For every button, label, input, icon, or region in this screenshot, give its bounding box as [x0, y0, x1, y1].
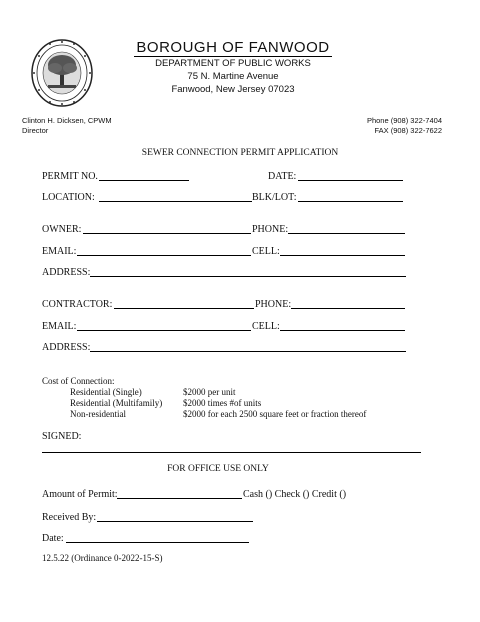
borough-name: BOROUGH OF FANWOOD [136, 39, 330, 56]
contractor-phone-field[interactable] [291, 308, 405, 309]
office-use-heading: FOR OFFICE USE ONLY [167, 464, 269, 474]
street-address: 75 N. Martine Avenue [187, 71, 279, 82]
cell-field[interactable] [280, 255, 405, 256]
amount-label: Amount of Permit: [42, 489, 118, 500]
amount-field[interactable] [117, 498, 242, 499]
address-label: ADDRESS: [42, 267, 91, 278]
phone-field[interactable] [288, 233, 405, 234]
signed-label: SIGNED: [42, 431, 82, 442]
owner-label: OWNER: [42, 224, 82, 235]
department-name: DEPARTMENT OF PUBLIC WORKS [155, 58, 311, 69]
director-title: Director [22, 126, 49, 135]
date-field[interactable] [298, 180, 403, 181]
office-date-label: Date: [42, 533, 64, 544]
office-date-field[interactable] [66, 542, 249, 543]
contractor-field[interactable] [114, 308, 254, 309]
city-address: Fanwood, New Jersey 07023 [171, 84, 295, 95]
email-field[interactable] [77, 255, 251, 256]
cost-type: Non-residential [70, 409, 126, 419]
received-by-label: Received By: [42, 512, 97, 523]
contractor-email-label: EMAIL: [42, 321, 77, 332]
phone-label: PHONE: [252, 224, 289, 235]
form-title: SEWER CONNECTION PERMIT APPLICATION [141, 148, 339, 158]
owner-field[interactable] [83, 233, 251, 234]
phone-number: Phone (908) 322-7404 [366, 116, 442, 125]
letterhead-divider [134, 56, 332, 57]
contractor-phone-label: PHONE: [255, 299, 292, 310]
date-label: DATE: [268, 171, 297, 182]
contractor-address-label: ADDRESS: [42, 342, 91, 353]
cost-heading: Cost of Connection: [42, 376, 115, 386]
contractor-cell-label: CELL: [252, 321, 280, 332]
contractor-address-field[interactable] [90, 351, 406, 352]
email-label: EMAIL: [42, 246, 77, 257]
ordinance-footer: 12.5.22 (Ordinance 0-2022-15-S) [42, 553, 163, 563]
permit-no-label: PERMIT NO. [42, 171, 98, 182]
location-label: LOCATION: [42, 192, 95, 203]
director-name: Clinton H. Dicksen, CPWM [22, 116, 112, 125]
blk-lot-label: BLK/LOT: [252, 192, 297, 203]
borough-seal-icon [30, 38, 94, 108]
received-by-field[interactable] [97, 521, 253, 522]
cost-amount: $2000 times #of units [183, 398, 262, 408]
location-field[interactable] [99, 201, 252, 202]
permit-no-field[interactable] [99, 180, 189, 181]
payment-options[interactable]: Cash () Check () Credit () [243, 489, 347, 500]
signature-field[interactable] [42, 452, 421, 453]
cost-type: Residential (Single) [70, 387, 142, 397]
address-field[interactable] [90, 276, 406, 277]
contractor-email-field[interactable] [77, 330, 251, 331]
fax-number: FAX (908) 322-7622 [374, 126, 442, 135]
cell-label: CELL: [252, 246, 280, 257]
cost-type: Residential (Multifamily) [70, 398, 163, 408]
contractor-label: CONTRACTOR: [42, 299, 113, 310]
cost-amount: $2000 for each 2500 square feet or fraction thereof [183, 409, 367, 419]
contractor-cell-field[interactable] [280, 330, 405, 331]
cost-amount: $2000 per unit [183, 387, 236, 397]
blk-lot-field[interactable] [298, 201, 403, 202]
